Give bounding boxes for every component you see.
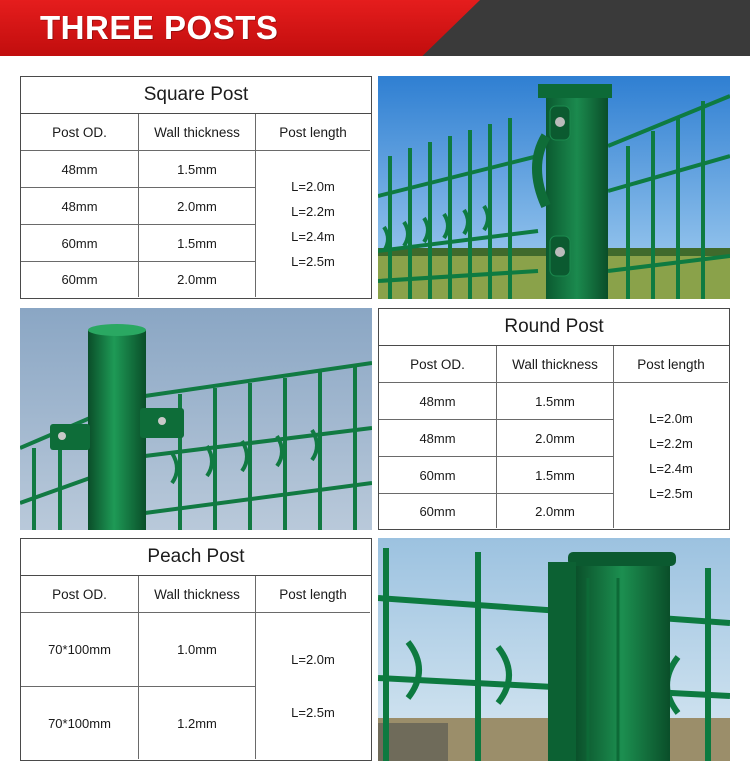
column-header-length: Post length — [614, 346, 728, 383]
table-cell-od: 70*100mm — [21, 613, 139, 687]
square-post-table — [20, 76, 372, 299]
table-cell-thickness: 2.0mm — [497, 494, 614, 528]
peach-post-table — [20, 538, 372, 761]
round-post-photo — [20, 308, 372, 530]
table-cell-thickness: 2.0mm — [139, 262, 256, 297]
post-length-value: L=2.5m — [291, 254, 335, 269]
table-cell-od: 60mm — [21, 262, 139, 297]
column-header-thickness: Wall thickness — [497, 346, 614, 383]
square-post-photo — [378, 76, 730, 299]
table-cell-od: 48mm — [379, 420, 497, 457]
post-length-value: L=2.0m — [291, 652, 335, 667]
post-length-value: L=2.5m — [291, 705, 335, 720]
table-cell-thickness: 1.5mm — [497, 457, 614, 494]
page-title: THREE POSTS — [40, 9, 279, 46]
table-cell-thickness: 1.0mm — [139, 613, 256, 687]
header-banner — [0, 0, 750, 56]
column-header-thickness: Wall thickness — [139, 114, 256, 151]
column-header-length: Post length — [256, 576, 370, 613]
post-length-value: L=2.0m — [649, 410, 693, 426]
post-length-list — [256, 151, 370, 297]
post-length-list — [614, 383, 728, 528]
post-length-value: L=2.4m — [291, 229, 335, 244]
table-cell-od: 60mm — [379, 494, 497, 528]
column-header-thickness: Wall thickness — [139, 576, 256, 613]
table-cell-od: 60mm — [21, 225, 139, 262]
table-cell-od: 48mm — [21, 188, 139, 225]
post-length-value: L=2.2m — [291, 204, 335, 219]
table-cell-od: 70*100mm — [21, 687, 139, 759]
post-length-value: L=2.4m — [649, 460, 693, 476]
table-cell-od: 48mm — [379, 383, 497, 420]
table-title: Peach Post — [21, 539, 371, 576]
column-header-od: Post OD. — [21, 114, 139, 151]
table-cell-thickness: 1.5mm — [497, 383, 614, 420]
table-cell-thickness: 1.5mm — [139, 151, 256, 188]
table-cell-od: 48mm — [21, 151, 139, 188]
table-title: Round Post — [379, 309, 729, 346]
table-cell-thickness: 2.0mm — [139, 188, 256, 225]
column-header-length: Post length — [256, 114, 370, 151]
table-cell-od: 60mm — [379, 457, 497, 494]
table-cell-thickness: 1.5mm — [139, 225, 256, 262]
column-header-od: Post OD. — [379, 346, 497, 383]
peach-post-photo — [378, 538, 730, 761]
post-length-value: L=2.2m — [649, 435, 693, 451]
table-cell-thickness: 1.2mm — [139, 687, 256, 759]
table-cell-thickness: 2.0mm — [497, 420, 614, 457]
column-header-od: Post OD. — [21, 576, 139, 613]
table-title: Square Post — [21, 77, 371, 114]
post-length-value: L=2.5m — [649, 485, 693, 501]
post-length-list — [256, 613, 370, 759]
round-post-table — [378, 308, 730, 530]
post-length-value: L=2.0m — [291, 179, 335, 194]
